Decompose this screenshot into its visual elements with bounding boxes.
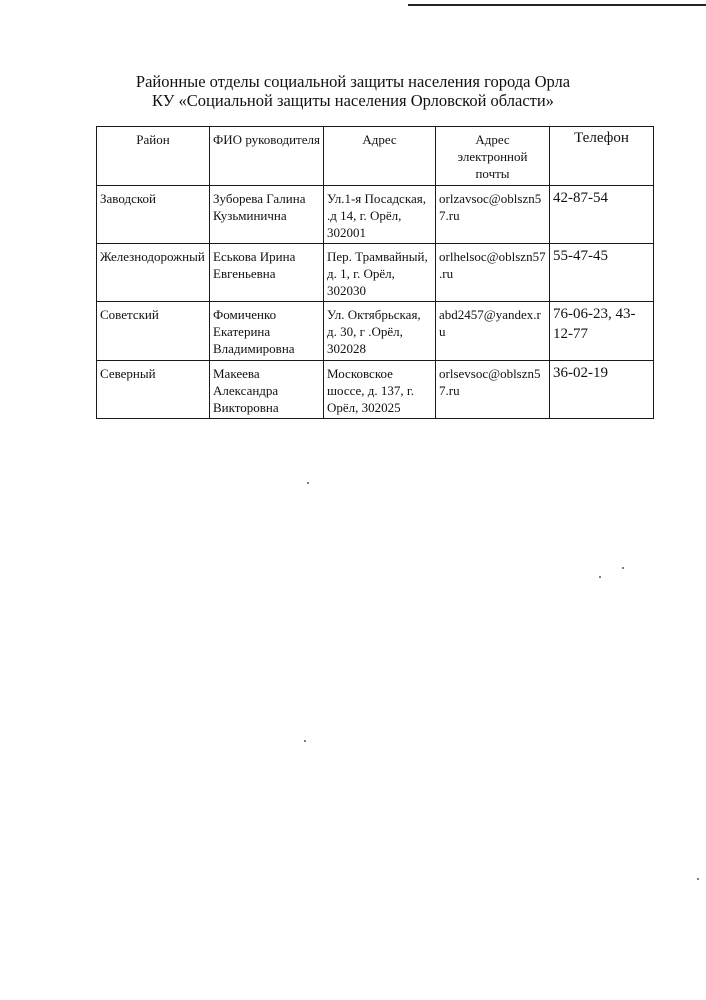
column-header-address: Адрес xyxy=(324,127,436,186)
scan-edge-line xyxy=(408,4,706,6)
scan-speck xyxy=(697,878,699,880)
cell-district: Советский xyxy=(97,302,210,361)
cell-address: Пер. Трамвайный, д. 1, г. Орёл, 302030 xyxy=(324,244,436,302)
cell-address: Ул. Октябрьская, д. 30, г .Орёл, 302028 xyxy=(324,302,436,361)
table-header-row xyxy=(97,127,654,186)
table-row xyxy=(97,302,654,361)
column-header-district: Район xyxy=(97,127,210,186)
scan-speck xyxy=(599,576,601,578)
column-header-phone: Телефон xyxy=(550,127,654,186)
cell-email: abd2457@yandex.ru xyxy=(436,302,550,361)
page-title xyxy=(0,72,706,110)
title-line-1: Районные отделы социальной защиты населения города Орла xyxy=(135,72,571,91)
cell-district: Железнодорожный xyxy=(97,244,210,302)
cell-district: Северный xyxy=(97,361,210,419)
cell-address: Ул.1-я Посадская, .д 14, г. Орёл, 302001 xyxy=(324,186,436,244)
scan-speck xyxy=(307,482,309,484)
title-line-2: КУ «Социальной защиты населения Орловской области» xyxy=(152,91,554,110)
cell-head: Макеева Александра Викторовна xyxy=(210,361,324,419)
column-header-head: ФИО руководителя xyxy=(210,127,324,186)
table-row xyxy=(97,361,654,419)
cell-phone: 76-06-23, 43-12-77 xyxy=(550,302,654,361)
cell-email: orlhelsoc@oblszn57.ru xyxy=(436,244,550,302)
column-header-email: Адрес электронной почты xyxy=(436,127,550,186)
departments-table xyxy=(96,126,654,419)
table-row xyxy=(97,186,654,244)
cell-phone: 42-87-54 xyxy=(550,186,654,244)
table-row xyxy=(97,244,654,302)
cell-phone: 36-02-19 xyxy=(550,361,654,419)
cell-district: Заводской xyxy=(97,186,210,244)
cell-address: Московское шоссе, д. 137, г. Орёл, 302025 xyxy=(324,361,436,419)
scan-speck xyxy=(622,567,624,569)
cell-head: Фомиченко Екатерина Владимировна xyxy=(210,302,324,361)
cell-email: orlsevsoc@oblszn57.ru xyxy=(436,361,550,419)
cell-email: orlzavsoc@oblszn57.ru xyxy=(436,186,550,244)
cell-head: Еськова Ирина Евгеньевна xyxy=(210,244,324,302)
scan-speck xyxy=(304,740,306,742)
cell-head: Зуборева Галина Кузьминична xyxy=(210,186,324,244)
cell-phone: 55-47-45 xyxy=(550,244,654,302)
